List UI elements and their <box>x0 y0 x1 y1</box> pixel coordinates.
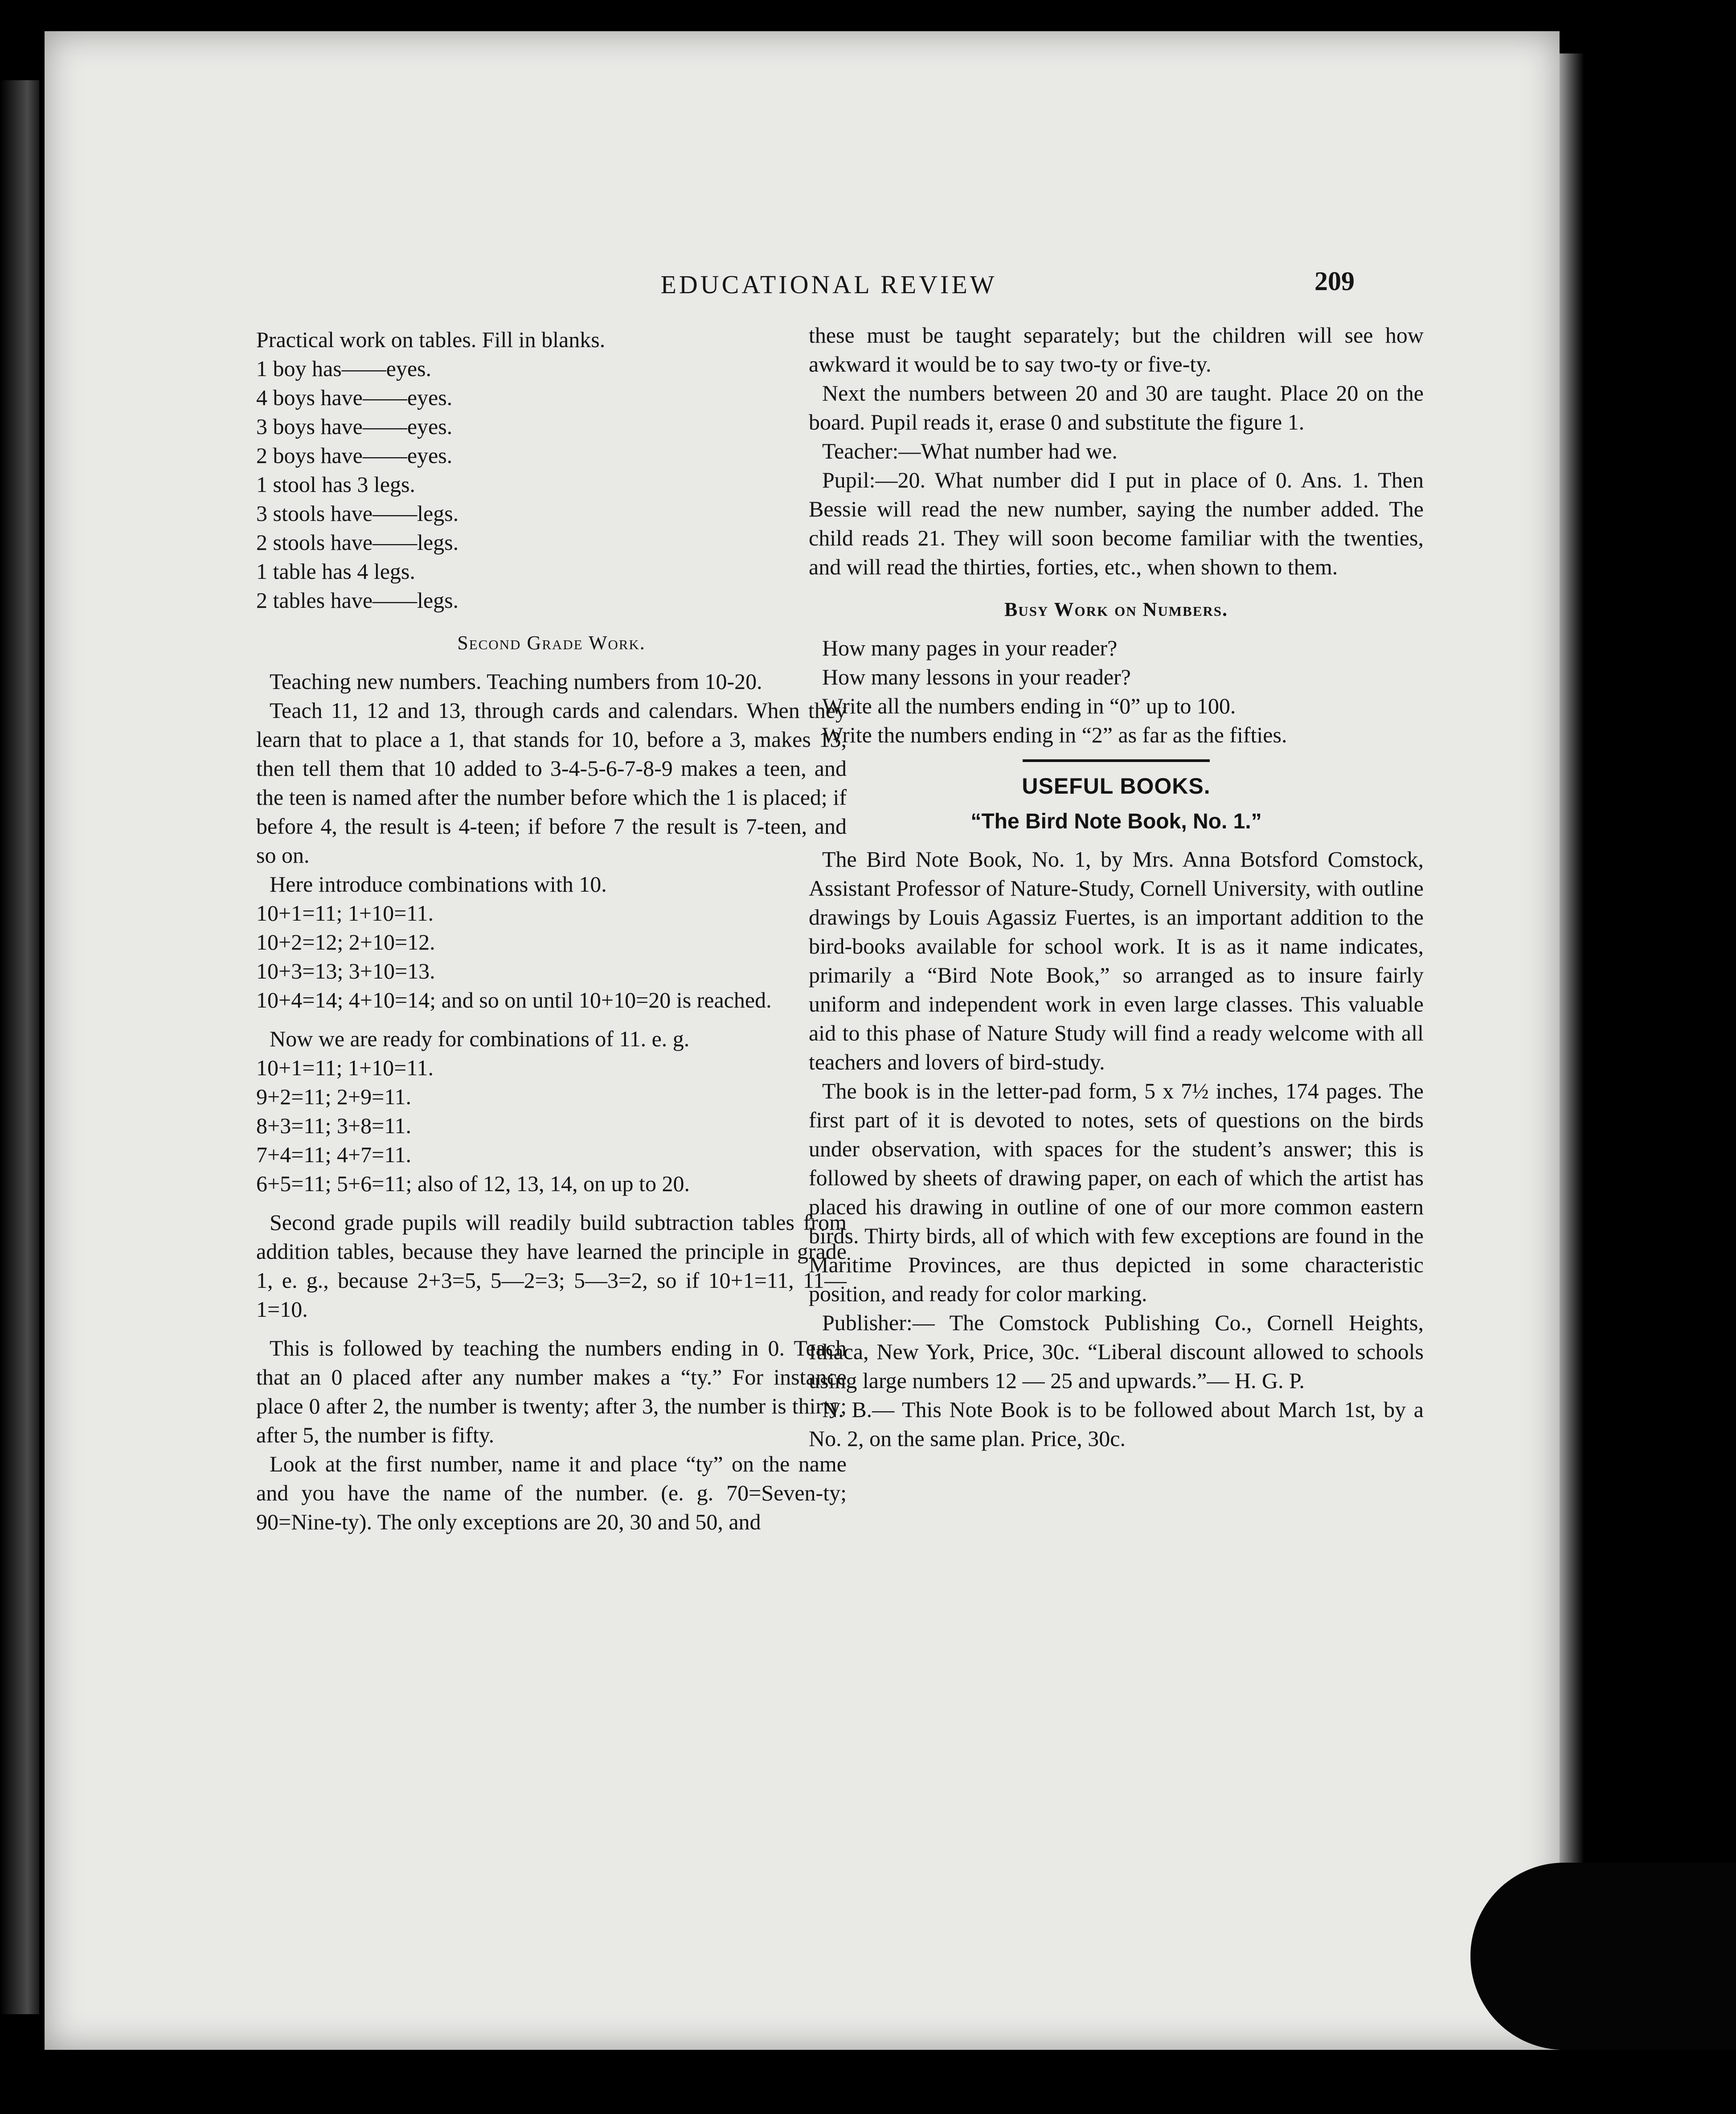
combination-line: 10+1=11; 1+10=11. <box>256 901 434 926</box>
section-rule <box>1023 759 1210 762</box>
combination-line: 8+3=11; 3+8=11. <box>256 1113 411 1138</box>
question-write-2: Write the numbers ending in “2” as far as the fifties. <box>822 722 1287 747</box>
paragraph-publisher: Publisher:— The Comstock Publishing Co., Cornell Heights, Ithaca, New York, Price, 30c. “Liberal discount allowed to schools using large numbers 12 — 25 and upwards.”— H. G. P. <box>809 1310 1424 1393</box>
combination-line: 10+2=12; 2+10=12. <box>256 930 435 955</box>
combinations-10 <box>256 899 847 1015</box>
question-pages: How many pages in your reader? <box>822 635 1118 660</box>
table-line: 3 stools have——legs. <box>256 501 459 526</box>
paragraph-teach-11: Teach 11, 12 and 13, through cards and calendars. When they learn that to place a 1, that stands for 10, before a 3, makes 13, then tell them that 10 added to 3-4-5-6-7-8-9 makes a teen, and the teen is named after the number before which the 1 is placed; if before 4, the result is 4-teen; if before 7 the result is 7-teen, and so on. <box>256 698 847 868</box>
paragraph-next: Next the numbers between 20 and 30 are taught. Place 20 on the board. Pupil reads it, erase 0 and substitute the figure 1. <box>809 381 1424 434</box>
combination-line: 9+2=11; 2+9=11. <box>256 1084 411 1109</box>
combination-line: 6+5=11; 5+6=11; also of 12, 13, 14, on up to 20. <box>256 1171 690 1196</box>
page-header <box>45 266 1560 305</box>
practical-intro: Practical work on tables. Fill in blanks. <box>256 327 606 352</box>
book-title: “The Bird Note Book, No. 1.” <box>970 810 1262 833</box>
question-write-0: Write all the numbers ending in “0” up to 100. <box>822 693 1236 718</box>
page-right-edge <box>1560 53 1584 2041</box>
table-line: 2 tables have——legs. <box>256 588 459 613</box>
paragraph-second-grade: Second grade pupils will readily build subtraction tables from addition tables, because they have learned the principle in grade 1, e. g., because 2+3=5, 5—2=3; 5—3=2, so if 10+1=11, 11—1=10. <box>256 1210 847 1322</box>
combination-line: 7+4=11; 4+7=11. <box>256 1142 411 1167</box>
combination-line: 10+4=14; 4+10=14; and so on until 10+10=20 is reached. <box>256 987 772 1012</box>
paragraph-introduce: Here introduce combinations with 10. <box>270 872 607 897</box>
paragraph-followed: This is followed by teaching the numbers ending in 0. Teach that an 0 placed after any number makes a “ty.” For instance place 0 after 2, the number is twenty; after 3, the number is thirty; after 5, the number is fifty. <box>256 1336 847 1447</box>
thumb-shadow <box>1470 1863 1736 2050</box>
paragraph-teaching: Teaching new numbers. Teaching numbers from 10-20. <box>270 669 762 694</box>
table-lines <box>256 354 847 615</box>
paragraph-book-1: The Bird Note Book, No. 1, by Mrs. Anna Botsford Comstock, Assistant Professor of Nature-Study, Cornell University, with outline drawings by Louis Agassiz Fuertes, is an important addition to the bird-books available for school work. It is as it name indicates, primarily a “Bird Note Book,” so arranged as to insure fairly uniform and independent work in even large classes. This valuable aid to this phase of Nature Study will find a ready welcome with all teachers and lovers of bird-study. <box>809 847 1424 1074</box>
paragraph-book-2: The book is in the letter-pad form, 5 x 7½ inches, 174 pages. The first part of it is devoted to notes, sets of questions on the birds under observation, with spaces for the student’s answer; this is followed by sheets of drawing paper, on each of which the artist has placed his drawing in outline of one of our more common eastern birds. Thirty birds, all of which with few exceptions are found in the Maritime Provinces, are thus depicted in some characteristic position, and ready for color marking. <box>809 1078 1424 1306</box>
table-line: 2 boys have——eyes. <box>256 443 453 468</box>
table-line: 1 table has 4 legs. <box>256 559 415 584</box>
busy-work-heading: Busy Work on Numbers. <box>1004 598 1228 620</box>
paragraph-continue: these must be taught separately; but the children will see how awkward it would be to say two-ty or five-ty. <box>809 323 1424 377</box>
facing-page-edge <box>0 80 39 2014</box>
scanned-page <box>45 31 1560 2050</box>
question-lessons: How many lessons in your reader? <box>822 664 1131 689</box>
table-line: 1 stool has 3 legs. <box>256 472 415 497</box>
table-line: 2 stools have——legs. <box>256 530 459 555</box>
paragraph-look: Look at the first number, name it and place “ty” on the name and you have the name of the number. (e. g. 70=Seven-ty; 90=Nine-ty). The only exceptions are 20, 30 and 50, and <box>256 1451 847 1534</box>
useful-books-heading: USEFUL BOOKS. <box>1022 774 1211 799</box>
paragraph-ready: Now we are ready for combinations of 11. e. g. <box>270 1026 690 1051</box>
paragraph-nb: N. B.— This Note Book is to be followed about March 1st, by a No. 2, on the same plan. Price, 30c. <box>809 1397 1424 1451</box>
paragraph-teacher: Teacher:—What number had we. <box>822 438 1118 463</box>
left-column <box>256 325 847 1536</box>
page-number: 209 <box>1314 266 1355 296</box>
table-line: 4 boys have——eyes. <box>256 385 453 410</box>
paragraph-pupil: Pupil:—20. What number did I put in place of 0. Ans. 1. Then Bessie will read the new number, saying the number added. The child reads 21. They will soon become familiar with the twenties, and will read the thirties, forties, etc., when shown to them. <box>809 467 1424 579</box>
combinations-11 <box>256 1053 847 1198</box>
right-column <box>809 321 1424 1453</box>
table-line: 3 boys have——eyes. <box>256 414 453 439</box>
combination-line: 10+1=11; 1+10=11. <box>256 1055 434 1080</box>
combination-line: 10+3=13; 3+10=13. <box>256 959 435 983</box>
running-head: EDUCATIONAL REVIEW <box>660 270 997 299</box>
second-grade-heading: Second Grade Work. <box>457 632 646 654</box>
table-line: 1 boy has——eyes. <box>256 356 431 381</box>
